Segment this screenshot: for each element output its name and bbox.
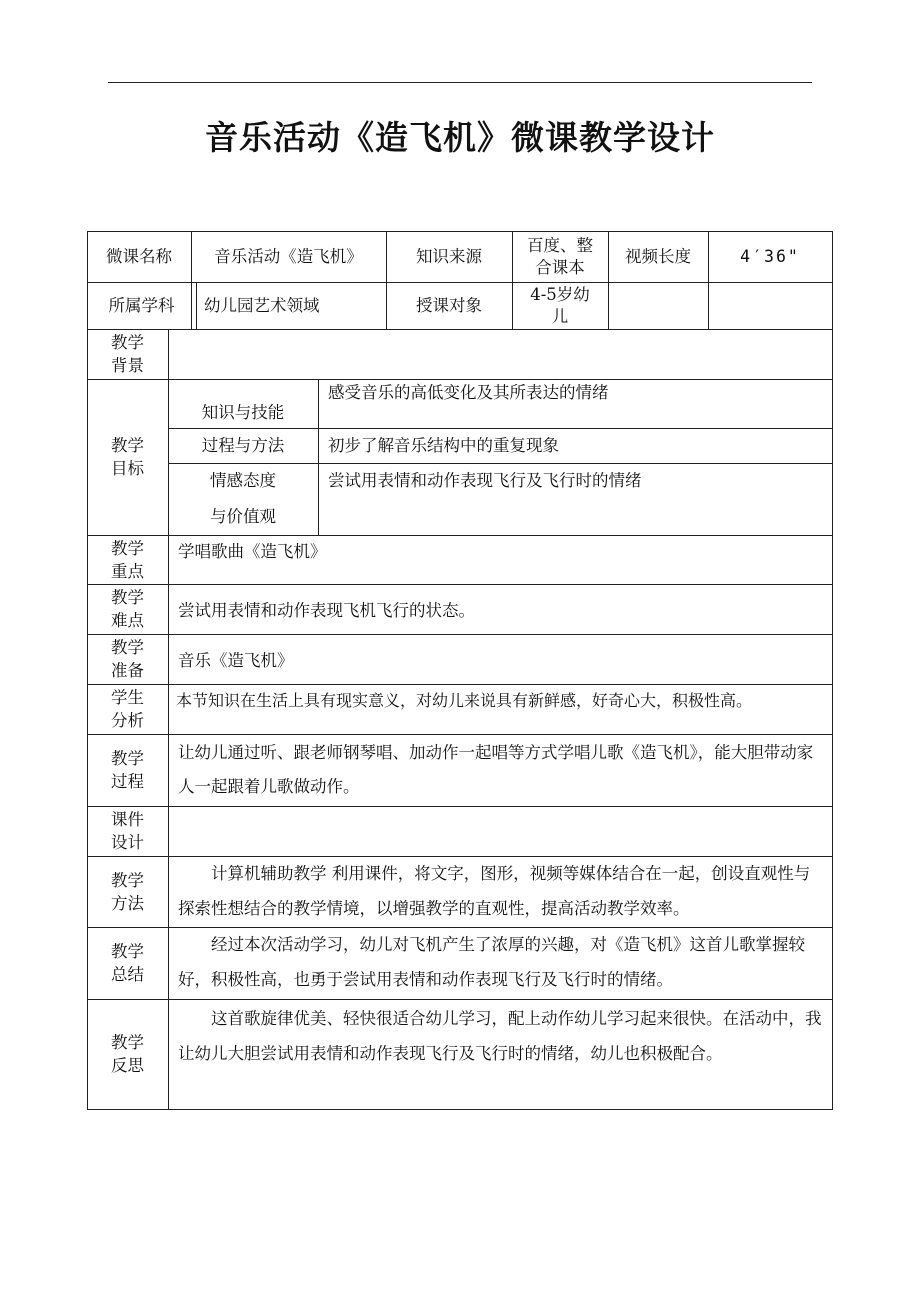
method-label (87, 856, 168, 927)
goal-knowledge-value: 感受音乐的高低变化及其所表达的情绪 (328, 383, 609, 402)
preparation-label (87, 634, 168, 684)
preparation-label-line2: 准备 (111, 661, 144, 680)
student-analysis-label-line1: 学生 (111, 688, 144, 707)
background-label-line1: 教学 (111, 333, 144, 352)
procedure-label-line2: 过程 (111, 772, 144, 791)
lesson-design-table (87, 231, 833, 1110)
method-value: 计算机辅助教学 利用课件，将文字，图形，视频等媒体结合在一起，创设直观性与探索性想结合的教学情境，以增强教学的直观性，提高活动教学效率。 (178, 864, 811, 918)
header-rule (108, 82, 812, 83)
difficulty-label-line1: 教学 (111, 588, 144, 607)
goal-process-label: 过程与方法 (201, 435, 285, 455)
reflection-label (87, 999, 168, 1109)
courseware-label (87, 806, 168, 856)
source-value: 百度、整合课本 (527, 235, 593, 277)
procedure-value: 让幼儿通过听、跟老师钢琴唱、加动作一起唱等方式学唱儿歌《造飞机》，能大胆带动家人一起跟着儿歌做动作。 (178, 743, 814, 796)
goal-emotion-value: 尝试用表情和动作表现飞行及飞行时的情绪 (328, 471, 642, 490)
background-label-line2: 背景 (111, 356, 144, 375)
difficulty-label (87, 584, 168, 634)
goal-emotion-label-line1: 情感态度 (210, 471, 276, 490)
courseware-label-line1: 课件 (111, 810, 144, 829)
key-point-label (87, 535, 168, 584)
goals-label-line1: 教学 (111, 436, 144, 455)
course-name-value: 音乐活动《造飞机》 (214, 246, 363, 266)
key-point-label-line2: 重点 (111, 561, 144, 581)
method-label-line1: 教学 (111, 870, 144, 890)
reflection-label-line1: 教学 (111, 1033, 144, 1052)
method-label-line2: 方法 (111, 893, 144, 913)
source-label: 知识来源 (416, 246, 482, 266)
goal-process-value: 初步了解音乐结构中的重复现象 (328, 435, 559, 455)
courseware-label-line2: 设计 (111, 833, 144, 852)
summary-value: 经过本次活动学习，幼儿对飞机产生了浓厚的兴趣，对《造飞机》这首儿歌掌握较好，积极性高，也勇于尝试用表情和动作表现飞行及飞行时的情绪。 (178, 935, 805, 989)
student-analysis-label-line2: 分析 (111, 711, 144, 730)
subject-value: 幼儿园艺术领域 (204, 295, 320, 315)
audience-value: 4-5岁幼儿 (530, 284, 590, 326)
procedure-label-line1: 教学 (111, 749, 144, 768)
key-point-value: 学唱歌曲《造飞机》 (178, 542, 327, 561)
goal-emotion-label (168, 463, 318, 535)
summary-label-line2: 总结 (111, 965, 144, 984)
summary-label-line1: 教学 (111, 942, 144, 961)
student-analysis-label (87, 684, 168, 734)
goal-emotion-label-line2: 与价值观 (210, 507, 276, 526)
subject-label: 所属学科 (108, 295, 175, 315)
preparation-value: 音乐《造飞机》 (178, 651, 294, 670)
goals-label (87, 379, 168, 535)
preparation-label-line1: 教学 (111, 638, 144, 657)
procedure-label (87, 734, 168, 806)
student-analysis-value: 本节知识在生活上具有现实意义，对幼儿来说具有新鲜感，好奇心大，积极性高。 (176, 691, 753, 710)
difficulty-value: 尝试用表情和动作表现飞机飞行的状态。 (178, 601, 475, 620)
reflection-value: 这首歌旋律优美、轻快很适合幼儿学习，配上动作幼儿学习起来很快。在活动中，我让幼儿大胆尝试用表情和动作表现飞行及飞行时的情绪，幼儿也积极配合。 (178, 1009, 822, 1063)
courseware-value (168, 806, 832, 856)
audience-label: 授课对象 (416, 295, 482, 315)
goals-label-line2: 目标 (111, 459, 144, 478)
goal-knowledge-label: 知识与技能 (201, 403, 285, 422)
key-point-label-line1: 教学 (111, 538, 144, 558)
background-value (168, 329, 832, 379)
reflection-label-line2: 反思 (111, 1056, 144, 1075)
video-length-label: 视频长度 (625, 246, 691, 266)
document-title: 音乐活动《造飞机》微课教学设计 (205, 118, 715, 157)
summary-label (87, 927, 168, 999)
course-name-label: 微课名称 (106, 246, 172, 266)
difficulty-label-line2: 难点 (111, 611, 144, 630)
background-label (87, 329, 168, 379)
video-length-value: 4′36" (740, 246, 800, 266)
